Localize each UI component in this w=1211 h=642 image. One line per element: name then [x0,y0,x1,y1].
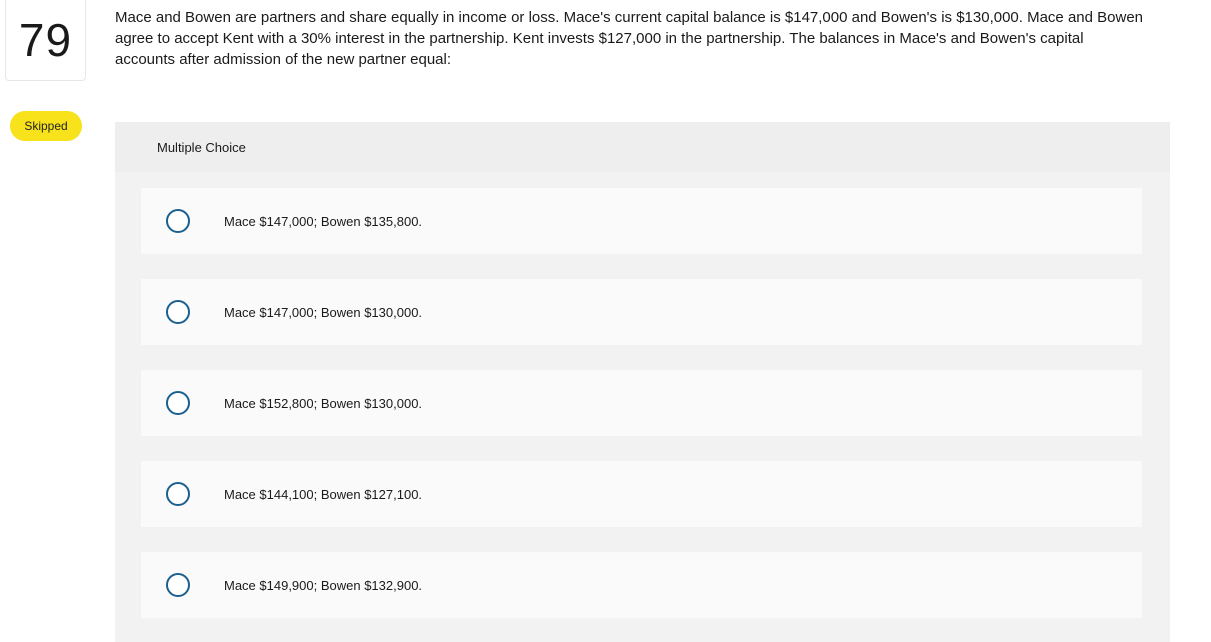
choice-label: Mace $152,800; Bowen $130,000. [224,395,423,411]
radio-button[interactable] [166,482,190,506]
radio-button[interactable] [166,573,190,597]
choice-label: Mace $149,900; Bowen $132,900. [224,577,423,593]
choice-label: Mace $144,100; Bowen $127,100. [224,486,423,502]
answer-panel [115,122,1170,642]
question-number: 79 [5,0,86,81]
radio-button[interactable] [166,300,190,324]
question-text: Mace and Bowen are partners and share equally in income or loss. Mace's current capital balance is $147,000 and Bowen's is $130,000. Mace and Bowen agree to accept Kent with a 30% interest in the partnership. Kent invests $127,000 in the partnership. The balances in Mace's and Bowen's capital accounts after admission of the new partner equal: [115,9,1144,68]
question-type-label: Multiple Choice [115,122,1170,172]
choice-option-b[interactable] [141,279,1142,345]
radio-button[interactable] [166,209,190,233]
status-badge: Skipped [10,111,82,141]
choice-option-e[interactable] [141,552,1142,618]
choice-label: Mace $147,000; Bowen $135,800. [224,213,423,229]
choice-label: Mace $147,000; Bowen $130,000. [224,304,423,320]
radio-button[interactable] [166,391,190,415]
choice-option-a[interactable] [141,188,1142,254]
choice-option-c[interactable] [141,370,1142,436]
choice-option-d[interactable] [141,461,1142,527]
